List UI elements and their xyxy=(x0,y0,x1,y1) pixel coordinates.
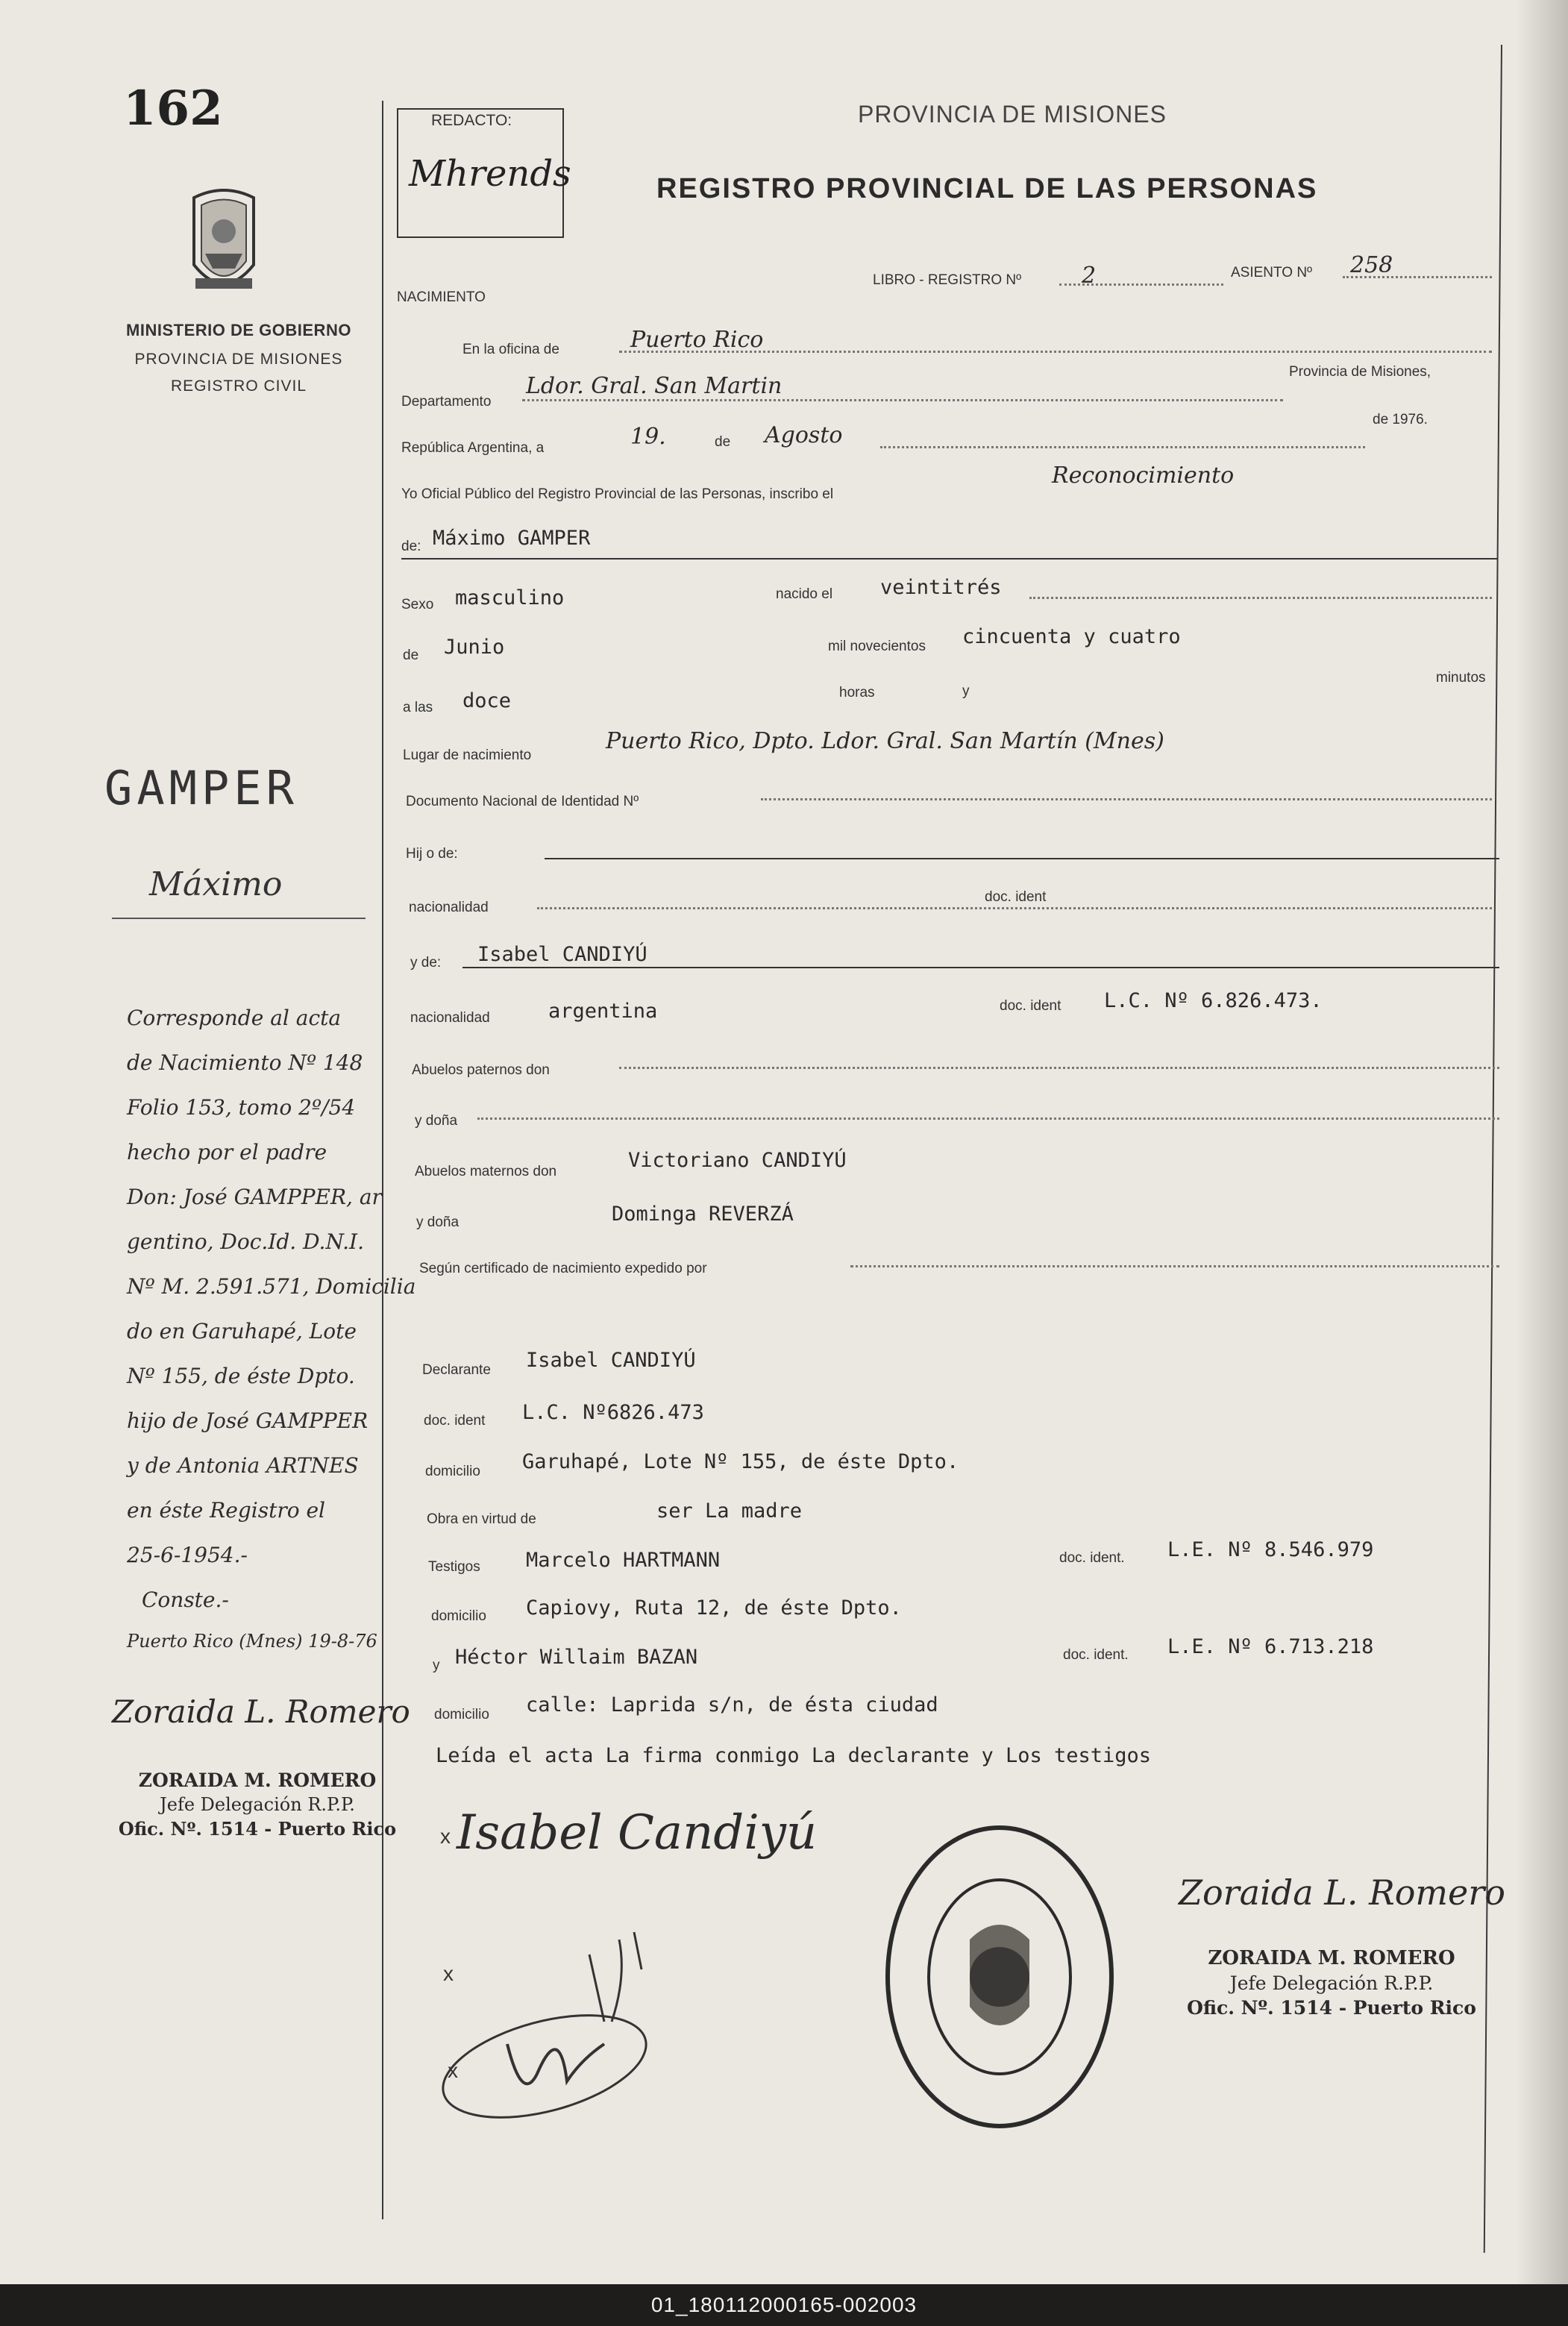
page-edge-shadow xyxy=(1516,0,1568,2284)
horas-label: horas xyxy=(839,685,875,700)
day-value: 19. xyxy=(630,424,666,450)
year-label: de 1976. xyxy=(1373,412,1428,427)
oficial-stamp xyxy=(1186,1947,1477,2019)
margin-note-line: Nº M. 2.591.571, Domicilia xyxy=(127,1274,416,1299)
anio-value: cincuenta y cuatro xyxy=(962,625,1181,648)
domicilio3-value: calle: Laprida s/n, de ésta ciudad xyxy=(526,1693,938,1717)
testigo2-value: Héctor Willaim BAZAN xyxy=(455,1646,698,1669)
docident4-value: L.E. Nº 8.546.979 xyxy=(1167,1538,1374,1561)
obra-label: Obra en virtud de xyxy=(427,1511,536,1527)
lugar-label: Lugar de nacimiento xyxy=(403,747,532,763)
dni-label: Documento Nacional de Identidad Nº xyxy=(406,794,639,809)
nacido-value: veintitrés xyxy=(880,576,1002,599)
docident5-label: doc. ident. xyxy=(1063,1647,1129,1663)
oficial-text: Yo Oficial Público del Registro Provincial de las Personas, inscribo el xyxy=(401,486,834,502)
stamp-name: ZORAIDA M. ROMERO xyxy=(138,1769,377,1791)
margin-given-name: Máximo xyxy=(149,865,283,903)
oficina-value: Puerto Rico xyxy=(630,327,764,353)
madre-value: Isabel CANDIYÚ xyxy=(477,943,647,966)
domicilio1-label: domicilio xyxy=(425,1464,480,1479)
x-mark: x xyxy=(443,1962,454,1985)
docident3-label: doc. ident xyxy=(424,1413,486,1429)
abuela-mat-value: Dominga REVERZÁ xyxy=(612,1203,794,1226)
margin-note-line: Folio 153, tomo 2º/54 xyxy=(127,1095,356,1120)
margin-note-line: Puerto Rico (Mnes) 19-8-76 xyxy=(127,1631,377,1652)
testigos-label: Testigos xyxy=(428,1559,480,1575)
oficina-label: En la oficina de xyxy=(462,342,559,357)
margin-note-line: Conste.- xyxy=(142,1587,229,1612)
margin-stamp xyxy=(112,1769,403,1840)
abuelos-mat-label: Abuelos maternos don xyxy=(415,1164,557,1179)
mes-value: Junio xyxy=(444,636,505,659)
domicilio2-label: domicilio xyxy=(431,1608,486,1624)
docident2-label: doc. ident xyxy=(1000,998,1061,1014)
ministry-name: MINISTERIO DE GOBIERNO xyxy=(126,321,351,339)
margin-surname: GAMPER xyxy=(104,761,298,815)
ministry-province: PROVINCIA DE MISIONES xyxy=(134,351,343,368)
sexo-label: Sexo xyxy=(401,597,434,612)
y-label: y xyxy=(962,683,970,699)
margin-note-line: Don: José GAMPPER, ar xyxy=(127,1185,382,1209)
oficial-signature: Zoraida L. Romero xyxy=(1179,1872,1505,1913)
margin-note-line: de Nacimiento Nº 148 xyxy=(127,1050,363,1075)
x-mark: x xyxy=(440,1825,451,1848)
yde-label: y de: xyxy=(410,955,442,971)
docident5-value: L.E. Nº 6.713.218 xyxy=(1167,1635,1374,1658)
margin-note-line: hecho por el padre xyxy=(127,1140,327,1164)
image-id-caption: 01_180112000165-002003 xyxy=(650,2293,918,2316)
coat-of-arms-icon xyxy=(179,183,269,306)
leida-text: Leída el acta La firma conmigo La declarante y Los testigos xyxy=(436,1744,1152,1767)
stamp-role: Jefe Delegación R.P.P. xyxy=(160,1794,355,1815)
lugar-value: Puerto Rico, Dpto. Ldor. Gral. San Martín (Mnes) xyxy=(606,728,1164,754)
docident1-label: doc. ident xyxy=(985,889,1047,905)
margin-note-line: hijo de José GAMPPER xyxy=(127,1408,369,1433)
right-border xyxy=(1484,45,1502,2253)
inscribo-value: Reconocimiento xyxy=(1052,463,1235,489)
margin-note-line: en éste Registro el xyxy=(127,1498,325,1523)
hijo-label: Hij o de: xyxy=(406,846,458,862)
docident4-label: doc. ident. xyxy=(1059,1550,1125,1566)
provincia-suffix: Provincia de Misiones, xyxy=(1289,364,1431,380)
sexo-value: masculino xyxy=(455,586,565,609)
departamento-label: Departamento xyxy=(401,394,492,410)
testigo1-value: Marcelo HARTMANN xyxy=(526,1549,721,1572)
libro-label: LIBRO - REGISTRO Nº xyxy=(873,272,1022,288)
stamp-name: ZORAIDA M. ROMERO xyxy=(1208,1947,1455,1969)
month-value: Agosto xyxy=(765,422,843,448)
x-mark: x xyxy=(448,2059,458,2082)
abuelo-mat-value: Victoriano CANDIYÚ xyxy=(628,1149,847,1172)
witness-signatures-icon xyxy=(433,1910,701,2134)
republica-label: República Argentina, a xyxy=(401,440,545,456)
margin-note-line: Corresponde al acta xyxy=(127,1006,342,1030)
nombre-value: Máximo GAMPER xyxy=(433,527,591,550)
libro-value: 2 xyxy=(1082,263,1097,289)
asiento-label: ASIENTO Nº xyxy=(1231,265,1312,280)
section-label: NACIMIENTO xyxy=(397,289,486,305)
ydona2-label: y doña xyxy=(416,1214,460,1230)
registry-title: REGISTRO PROVINCIAL DE LAS PERSONAS xyxy=(656,173,1318,204)
official-seal-icon xyxy=(880,1820,1119,2134)
margin-note-line: y de Antonia ARTNES xyxy=(127,1453,359,1478)
de-mes-label: de xyxy=(403,648,419,663)
ydona1-label: y doña xyxy=(415,1113,458,1129)
declarante-value: Isabel CANDIYÚ xyxy=(526,1349,696,1372)
nacionalidad2-label: nacionalidad xyxy=(410,1010,490,1026)
minutos-label: minutos xyxy=(1436,670,1486,686)
margin-note-line: Nº 155, de éste Dpto. xyxy=(127,1364,355,1388)
ministry-block xyxy=(112,321,366,395)
domicilio3-label: domicilio xyxy=(434,1707,489,1722)
certificado-label: Según certificado de nacimiento expedido por xyxy=(419,1261,707,1276)
asiento-value: 258 xyxy=(1350,252,1393,278)
declarante-label: Declarante xyxy=(422,1362,491,1378)
de-label: de xyxy=(715,434,731,450)
domicilio2-value: Capiovy, Ruta 12, de éste Dpto. xyxy=(526,1596,902,1620)
margin-note-line: gentino, Doc.Id. D.N.I. xyxy=(127,1229,365,1254)
redacto-label: REDACTO: xyxy=(431,112,512,129)
province-header: PROVINCIA DE MISIONES xyxy=(858,101,1167,128)
margin-note-line: 25-6-1954.- xyxy=(127,1543,248,1567)
nacionalidad2-value: argentina xyxy=(548,1000,658,1023)
abuelos-pat-label: Abuelos paternos don xyxy=(412,1062,550,1078)
stamp-office: Ofic. Nº. 1514 - Puerto Rico xyxy=(118,1818,397,1840)
de-nombre-label: de: xyxy=(401,539,421,554)
margin-note-line: do en Garuhapé, Lote xyxy=(127,1319,357,1344)
hora-label-a: a las xyxy=(403,700,433,715)
docident3-value: L.C. Nº6826.473 xyxy=(522,1401,704,1424)
hora-value: doce xyxy=(462,689,512,712)
margin-divider xyxy=(382,101,383,2219)
docident2-value: L.C. Nº 6.826.473. xyxy=(1104,989,1323,1012)
stamp-role: Jefe Delegación R.P.P. xyxy=(1229,1972,1434,1994)
departamento-value: Ldor. Gral. San Martin xyxy=(526,373,783,399)
margin-signature: Zoraida L. Romero xyxy=(112,1693,410,1730)
ministry-registry: REGISTRO CIVIL xyxy=(170,377,307,395)
nacido-label: nacido el xyxy=(776,586,833,602)
redacto-signature: Mhrends xyxy=(409,153,571,195)
domicilio1-value: Garuhapé, Lote Nº 155, de éste Dpto. xyxy=(522,1450,959,1473)
obra-value: ser La madre xyxy=(656,1499,803,1523)
mil-label: mil novecientos xyxy=(828,639,926,654)
y-testigo-label: y xyxy=(433,1658,440,1673)
page-number: 162 xyxy=(123,81,223,137)
nacionalidad1-label: nacionalidad xyxy=(409,900,489,915)
stamp-office: Ofic. Nº. 1514 - Puerto Rico xyxy=(1187,1997,1476,2019)
declarante-signature: Isabel Candiyú xyxy=(457,1805,818,1861)
